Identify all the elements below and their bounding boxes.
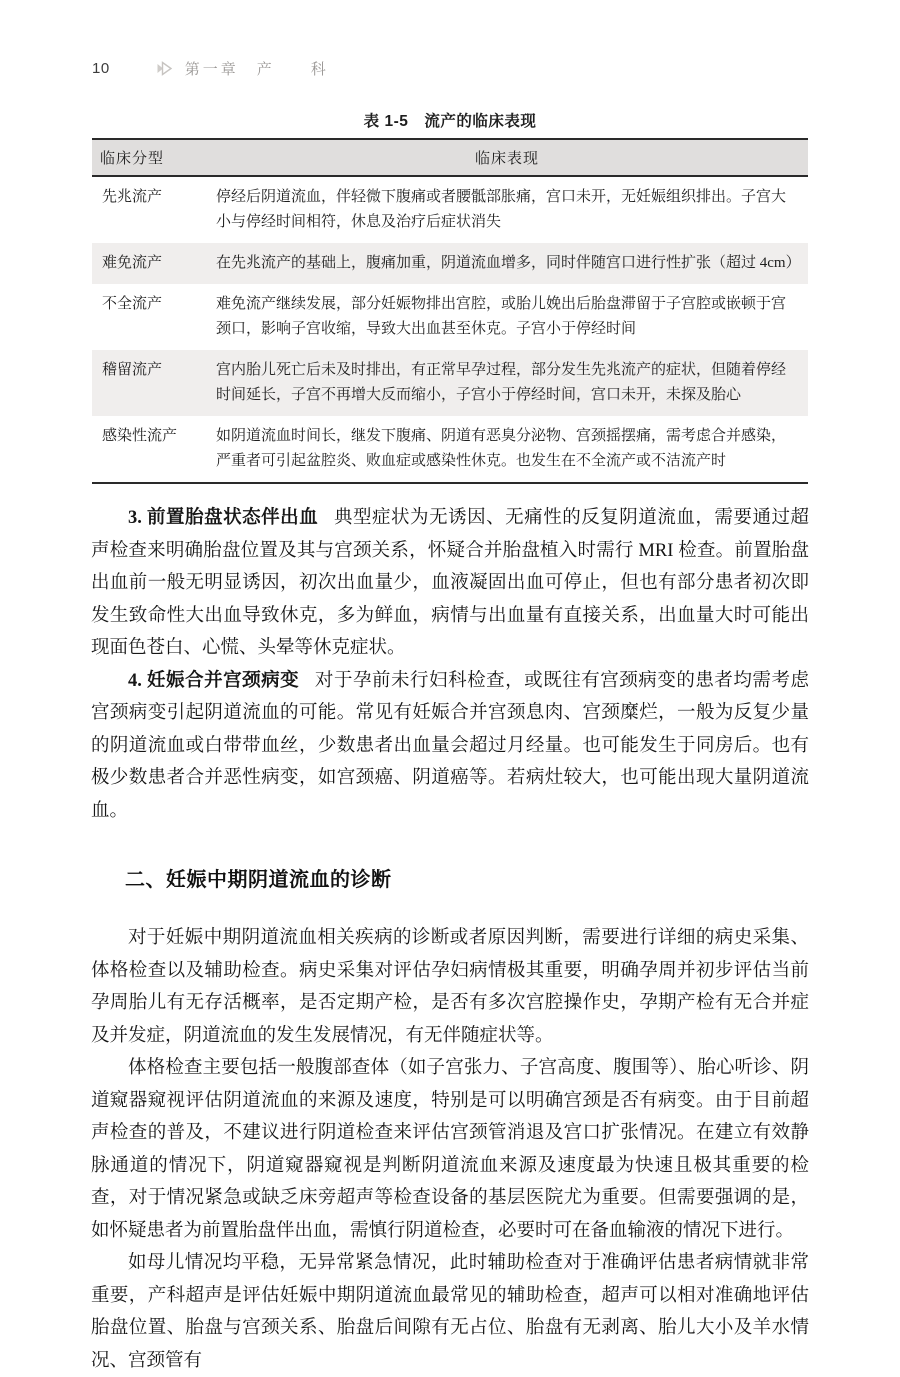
page-number: 10 — [92, 60, 110, 77]
table-row — [92, 416, 808, 483]
section-paragraph-2: 体格检查主要包括一般腹部查体（如子宫张力、子宫高度、腹围等）、胎心听诊、阴道窥器窥视评估阴道流血的来源及速度，特别是可以明确宫颈是否有病变。由于目前超声检查的普及，不建议进行阴道检查来评估宫颈管消退及宫口扩张情况。在建立有效静脉通道的情况下，阴道窥器窥视是判断阴道流血来源及速度最为快速且极其重要的检查，对于情况紧急或缺乏床旁超声等检查设备的基层医院尤为重要。但需要强调的是，如怀疑患者为前置胎盘伴出血，需慎行阴道检查，必要时可在备血输液的情况下进行。 — [91, 1058, 809, 1241]
table-header-type: 临床分型 — [100, 150, 165, 167]
row-type: 稽留流产 — [102, 362, 163, 378]
chapter-marker-icon — [156, 61, 175, 76]
item-4-body: 对于孕前未行妇科检查，或既往有宫颈病变的患者均需考虑宫颈病变引起阴道流血的可能。常见有妊娠合并宫颈息肉、宫颈糜烂，一般为反复少量的阴道流血或白带带血丝，少数患者出血量会超过月经量。也可能发生于同房后。也有极少数患者合并恶性病变，如宫颈癌、阴道癌等。若病灶较大，也可能出现大量阴道流血。 — [91, 670, 809, 821]
table-row — [92, 350, 808, 416]
section-paragraph-3: 如母儿情况均平稳，无异常紧急情况，此时辅助检查对于准确评估患者病情就非常重要，产科超声是评估妊娠中期阴道流血最常见的辅助检查，超声可以相对准确地评估胎盘位置、胎盘与宫颈关系、胎盘后间隙有无占位、胎盘有无剥离、胎儿大小及羊水情况、宫颈管有 — [91, 1253, 809, 1371]
table-row — [92, 284, 808, 350]
section-paragraph-1: 对于妊娠中期阴道流血相关疾病的诊断或者原因判断，需要进行详细的病史采集、体格检查以及辅助检查。病史采集对评估孕妇病情极其重要，明确孕周并初步评估当前孕周胎儿有无存活概率，是否定期产检，是否有多次宫腔操作史，孕期产检有无合并症及并发症，阴道流血的发生发展情况，有无伴随症状等。 — [91, 928, 809, 1046]
body-text — [91, 502, 809, 827]
section-body-text — [91, 922, 809, 1377]
row-type: 感染性流产 — [102, 428, 178, 444]
row-desc: 宫内胎儿死亡后未及时排出，有正常早孕过程，部分发生先兆流产的症状，但随着停经时间延长，子宫不再增大反而缩小，子宫小于停经时间，宫口未开，未探及胎心 — [216, 362, 787, 403]
item-3-lead: 3. 前置胎盘状态伴出血 — [128, 508, 319, 528]
table-caption: 表 1-5 流产的临床表现 — [363, 113, 537, 130]
paragraph-item-4 — [91, 665, 809, 828]
table-header-row — [92, 139, 808, 176]
chapter-title: 第一章 产 科 — [184, 61, 329, 78]
paragraph-item-3 — [91, 502, 809, 665]
row-type: 先兆流产 — [102, 189, 163, 205]
row-desc: 难免流产继续发展，部分妊娠物排出宫腔，或胎儿娩出后胎盘滞留于子宫腔或嵌顿于宫颈口，影响子宫收缩，导致大出血甚至休克。子宫小于停经时间 — [216, 296, 787, 337]
row-desc: 在先兆流产的基础上，腹痛加重，阴道流血增多，同时伴随宫口进行性扩张（超过 4cm） — [216, 255, 801, 271]
row-desc: 停经后阴道流血，伴轻微下腹痛或者腰骶部胀痛，宫口未开，无妊娠组织排出。子宫大小与停经时间相符，休息及治疗后症状消失 — [216, 189, 787, 230]
row-type: 不全流产 — [102, 296, 163, 312]
item-4-lead: 4. 妊娠合并宫颈病变 — [128, 670, 300, 691]
table-row — [92, 176, 808, 243]
abortion-clinical-table — [92, 138, 808, 484]
item-3-body: 典型症状为无诱因、无痛性的反复阴道流血，需要通过超声检查来明确胎盘位置及其与宫颈关系，怀疑合并胎盘植入时需行 MRI 检查。前置胎盘出血前一般无明显诱因，初次出血量少，血液凝固出血可停止，但也有部分患者初次即发生致命性大出血导致休克，多为鲜血，病情与出血量有直接关系，出血量大时可能出现面色苍白、心慌、头晕等休克症状。 — [91, 508, 809, 658]
row-type: 难免流产 — [102, 255, 163, 271]
running-head — [0, 0, 900, 79]
section-heading: 二、妊娠中期阴道流血的诊断 — [125, 869, 392, 891]
table-row — [92, 243, 808, 284]
row-desc: 如阴道流血时间长，继发下腹痛、阴道有恶臭分泌物、宫颈摇摆痛，需考虑合并感染，严重者可引起盆腔炎、败血症或感染性休克。也发生在不全流产或不洁流产时 — [216, 428, 787, 469]
table-header-desc: 临床表现 — [474, 150, 539, 167]
